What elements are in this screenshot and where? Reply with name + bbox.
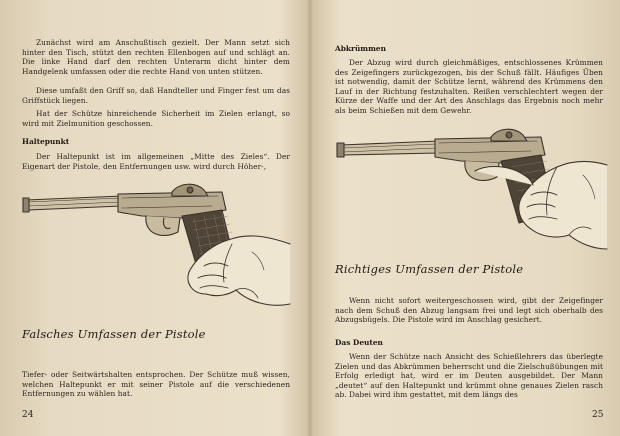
left-para-1: Zunächst wird am Anschußtisch gezielt. Der Mann setzt sich hinter den Tisch, stützt den rechten Ellenbogen auf und schlägt an. Die linke Hand darf den rechten Unterarm dicht hinter dem Handgelenk umfassen oder die rechte Hand von unten stützen. [22,38,290,76]
right-heading-abkruemmen: Abkrümmen [335,44,387,53]
right-page-number: 25 [592,410,604,420]
right-heading-deuten: Das Deuten [335,338,383,347]
right-para-2: Wenn nicht sofort weitergeschossen wird, gibt der Zeigefinger nach dem Schuß den Abzug langsam frei und legt sich oberhalb des Abzugsbügels. Die Pistole wird im Anschlag gesichert. [335,296,603,325]
left-caption: Falsches Umfassen der Pistole [22,327,206,341]
right-para-3: Wenn der Schütze nach Ansicht des Schießlehrers das überlegte Zielen und das Abkrümmen beherrscht und die Zielschußübungen mit Erfolg erledigt hat, wird er im Deuten ausgebildet. Der Mann „deutet“ auf den Haltepunkt und krümmt ohne genaues Zielen rasch ab. Dabei wird ihm gestattet, mit dem längs des [335,352,603,400]
left-para-3: Hat der Schütze hinreichende Sicherheit im Zielen erlangt, so wird mit Zielmunition geschossen. [22,109,290,128]
left-heading-haltepunkt: Haltepunkt [22,137,70,146]
right-page [310,0,620,436]
left-para-5: Tiefer- oder Seitwärtshalten entsprochen. Der Schütze muß wissen, welchen Haltepunkt er mit seiner Pistole auf die verschiedenen Entfernungen zu wählen hat. [22,370,290,399]
left-page-number: 24 [22,410,34,420]
pistol-wrong-grip-illustration [22,182,292,317]
right-para-1: Der Abzug wird durch gleichmäßiges, entschlossenes Krümmen des Zeigefingers zurückgezogen, bis der Schuß fällt. Häufiges Üben ist notwendig, damit der Schütze lernt, während des Krümmens den Lauf in der Richtung festzuhalten. Reißen verschlechtert wegen der Kürze der Waffe und der Art des Anschlags das Ergebnis noch mehr als beim Schießen mit dem Gewehr. [335,58,603,115]
left-para-4: Der Haltepunkt ist im allgemeinen „Mitte des Zieles“. Der Eigenart der Pistole, den Entfernungen usw. wird durch Höher-, [22,152,290,171]
pistol-correct-grip-illustration [335,125,610,260]
right-caption: Richtiges Umfassen der Pistole [335,262,524,276]
left-para-2: Diese umfaßt den Griff so, daß Handteller und Finger fest um das Griffstück liegen. [22,86,290,105]
